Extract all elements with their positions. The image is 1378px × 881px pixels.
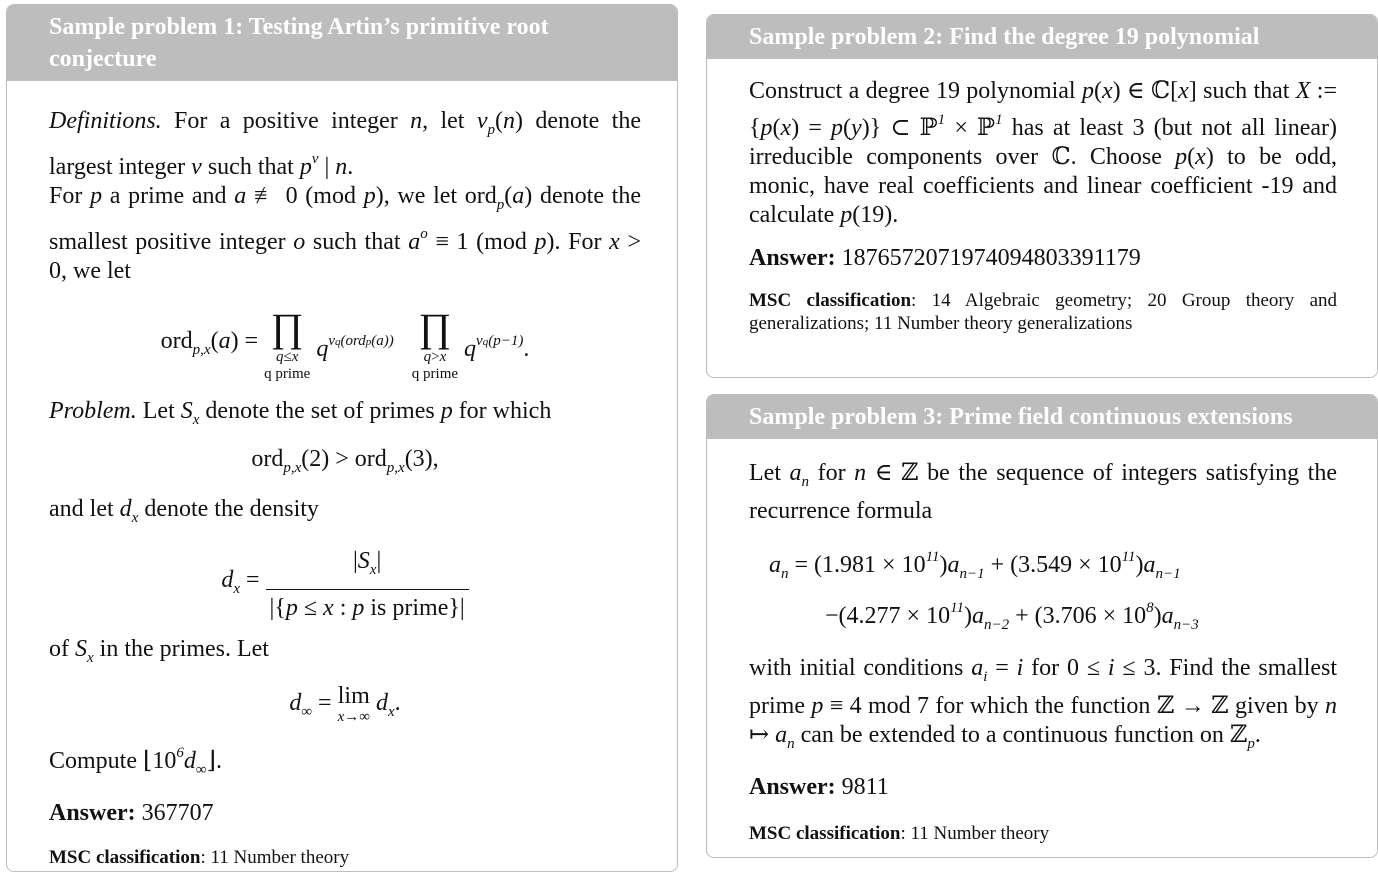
msc-value: : 11 Number theory: [200, 847, 350, 869]
problem-2-box: [706, 14, 1378, 378]
definitions-label: Definitions.: [49, 108, 162, 134]
problem-1-msc: [49, 846, 641, 869]
problem-1-answer: [49, 799, 641, 828]
msc-label: MSC classification: [49, 847, 201, 869]
q-prime-label: q prime: [411, 366, 459, 382]
answer-label: Answer:: [749, 245, 836, 271]
answer-label: Answer:: [749, 774, 836, 800]
problem-3-answer: [749, 773, 1337, 802]
limit-formula: $d_\infty$ = lim x→∞ $d_x$.: [289, 683, 401, 725]
problem-1-title: Sample problem 1: Testing Artin’s primitive root conjecture: [7, 5, 677, 81]
problem-3-title: Sample problem 3: Prime field continuous extensions: [707, 395, 1377, 439]
density-intro: and let $d_x$ denote the density: [49, 496, 319, 526]
problem-label: Problem.: [49, 398, 137, 424]
answer-value: 1876572071974094803391179: [841, 245, 1141, 271]
problem-2-statement: Construct a degree 19 polynomial p(x) ∈ ℂ[x] such that X := {p(x) = p(y)} ⊂ ℙ$^1$ × ℙ$^1$ has at least 3 (but not all linear) irreducible components over ℂ. Choose p(x) to be odd, monic, have real coefficients and linear coefficient -19 and calculate p(19).: [749, 78, 1338, 228]
answer-value: 9811: [841, 774, 889, 800]
problem-1-box: [6, 4, 678, 872]
problem-3-statement: with initial conditions $a_i = i$ for 0 ≤ i ≤ 3. Find the smallest prime p ≡ 4 mod 7 for which the function ℤ → ℤ given by n ↦ $a_n$ can be extended to a continuous function on ℤ$_p$.: [749, 655, 1338, 752]
problem-2-title: Sample problem 2: Find the degree 19 polynomial: [707, 15, 1377, 59]
ord-comparison: ord$_{p,x}$(2) > ord$_{p,x}$(3),: [251, 446, 439, 476]
recurrence-formula: $a_n = (1.981 \times 10^{11})a_{n-1} + (3.549 \times 10^{11})a_{n-1}$ $-(4.277 \times 10^{11})a_{n-2} + (3.706 \times 10^8)a_{n-3}$: [769, 549, 1199, 633]
problem-3-box: [706, 394, 1378, 858]
problem-3-intro: Let $a_n$ for n ∈ ℤ be the sequence of integers satisfying the recurrence formula: [749, 460, 1337, 524]
problem-2-body: [707, 59, 1377, 335]
problem-1-definitions: Definitions. For a positive integer n, let $v_p(n)$ denote the largest integer v such that $p^v$ | n. For p a prime and a ≢ 0 (mod p), we let ord$_p$(a) denote the smallest positive integer o such that $a^o \equiv 1$ (mod p). For x > 0, we let: [49, 108, 642, 284]
msc-label: MSC classification: [749, 823, 901, 844]
msc-label: MSC classification: [749, 290, 912, 311]
problem-2-msc: [749, 289, 1337, 335]
problem-3-msc: [749, 822, 1337, 845]
density-outro: of $S_x$ in the primes. Let: [49, 636, 269, 666]
answer-label: Answer:: [49, 800, 136, 827]
msc-value: : 11 Number theory: [900, 823, 1050, 844]
problem-1-body: [7, 81, 677, 869]
problem-1-statement: Problem. Let $S_x$ denote the set of primes p for which: [49, 398, 552, 428]
ord-formula: ord$_{p,x}$(a) = ∏ q≤x q prime $q^{vq(ordp(a))}$ ∏ q>x q prime $q^{vq(p-1)}$.: [160, 305, 530, 382]
q-prime-label: q prime: [264, 366, 311, 382]
problem-2-answer: [749, 244, 1337, 273]
problem-3-body: [707, 439, 1377, 845]
compute-line: Compute $⌊10^6d_\infty⌋$.: [49, 745, 222, 779]
answer-value: 367707: [141, 800, 214, 827]
msc-value: : 14 Algebraic geometry; 20 Group theory and generalizations; 11 Number theory generalizations: [749, 290, 1338, 334]
density-formula: $d_x$ = $\frac{|S_x|}{\text{|\{p ≤ x : p is prime\}|}}$: [49, 547, 641, 623]
